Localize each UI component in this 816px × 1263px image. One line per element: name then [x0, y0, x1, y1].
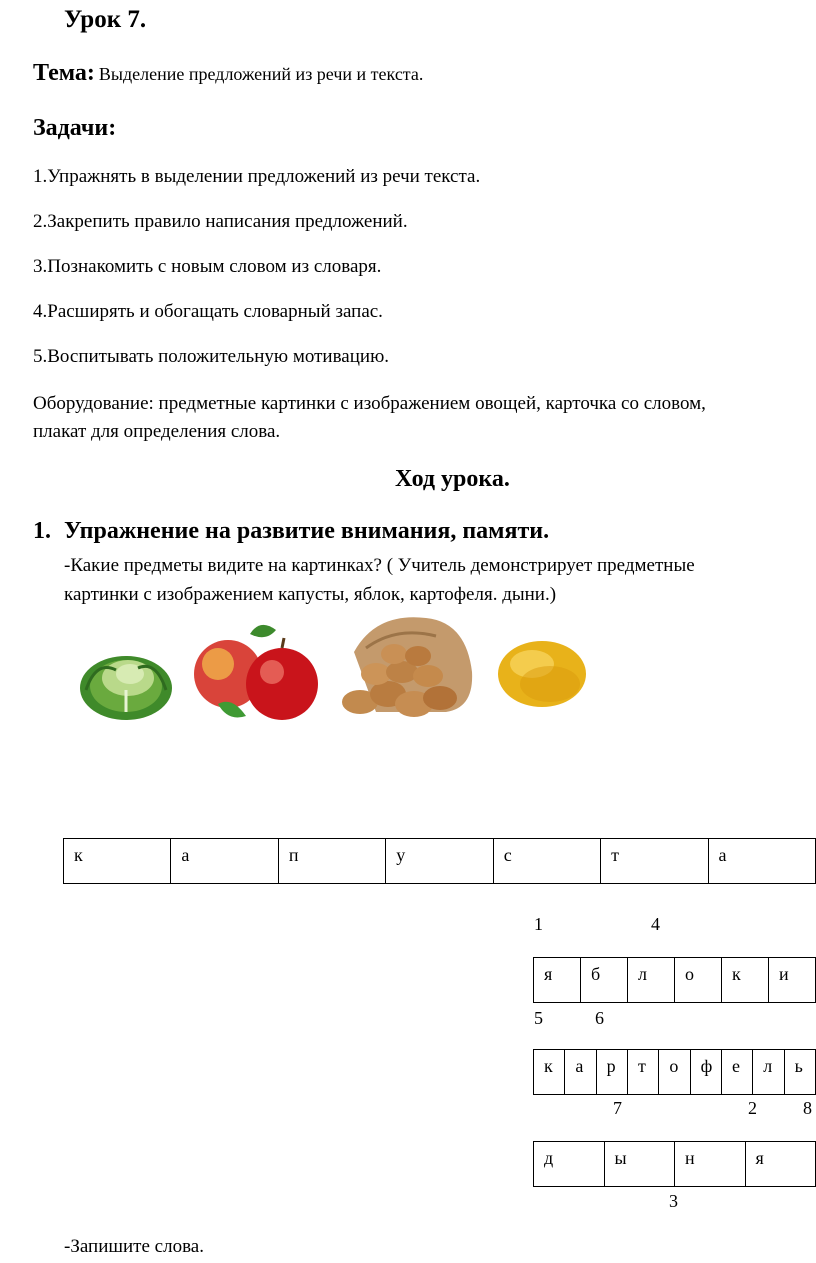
card-letter-cell: ф	[690, 1050, 721, 1095]
final-instruction: -Запишите слова.	[64, 1236, 204, 1257]
letter-number: 8	[803, 1098, 812, 1118]
task-item: 1.Упражнять в выделении предложений из речи текста.	[33, 166, 481, 187]
card-letter-cell: к	[534, 1050, 565, 1095]
card-letter-cell: е	[721, 1050, 752, 1095]
cabbage-picture	[76, 640, 176, 724]
card-letter-cell: л	[628, 958, 675, 1003]
card-letter-cell: н	[675, 1142, 746, 1187]
apples-word-card	[533, 957, 816, 1003]
card-letter-cell: и	[769, 958, 816, 1003]
exercise-question-line-1: -Какие предметы видите на картинках? ( Учитель демонстрирует предметные	[64, 555, 695, 576]
card-letter-cell: о	[675, 958, 722, 1003]
card-letter-cell: л	[753, 1050, 784, 1095]
card-letter-cell: с	[493, 839, 600, 884]
card-letter-cell: к	[64, 839, 171, 884]
card-letter-cell: т	[601, 839, 708, 884]
card-letter-cell: а	[565, 1050, 596, 1095]
letter-number: 6	[595, 1008, 604, 1028]
equipment-line-1: Оборудование: предметные картинки с изображением овощей, карточка со словом,	[33, 393, 706, 414]
card-letter-cell: у	[386, 839, 493, 884]
cabbage-word-card	[63, 838, 816, 884]
letter-number: 2	[748, 1098, 757, 1118]
topic-label: Тема:	[33, 60, 95, 86]
letter-number: 5	[534, 1008, 543, 1028]
card-letter-cell: а	[708, 839, 815, 884]
card-letter-cell: к	[722, 958, 769, 1003]
task-item: 4.Расширять и обогащать словарный запас.	[33, 301, 383, 322]
card-letter-cell: ы	[604, 1142, 675, 1187]
letter-number: 1	[534, 914, 543, 934]
exercise-title: Упражнение на развитие внимания, памяти.	[64, 518, 550, 544]
card-letter-cell: д	[534, 1142, 605, 1187]
letter-number: 4	[651, 914, 660, 934]
equipment-line-2: плакат для определения слова.	[33, 421, 281, 442]
card-letter-cell: б	[581, 958, 628, 1003]
letter-number: 7	[613, 1098, 622, 1118]
card-letter-cell: п	[278, 839, 385, 884]
card-letter-cell: р	[596, 1050, 627, 1095]
exercise-number: 1.	[33, 518, 51, 544]
card-letter-cell: т	[627, 1050, 658, 1095]
task-item: 5.Воспитывать положительную мотивацию.	[33, 346, 390, 367]
task-item: 2.Закрепить правило написания предложений.	[33, 211, 408, 232]
course-heading: Ход урока.	[395, 466, 510, 492]
potatoes-picture	[336, 612, 476, 724]
card-letter-cell: я	[745, 1142, 816, 1187]
exercise-question-line-2: картинки с изображением капусты, яблок, картофеля. дыни.)	[64, 584, 557, 605]
melon-picture	[494, 636, 590, 710]
apples-picture	[188, 618, 328, 724]
card-letter-cell: о	[659, 1050, 690, 1095]
task-item: 3.Познакомить с новым словом из словаря.	[33, 256, 382, 277]
potato-word-card	[533, 1049, 816, 1095]
card-letter-cell: ь	[784, 1050, 815, 1095]
melon-word-card	[533, 1141, 816, 1187]
lesson-title: Урок 7.	[64, 6, 147, 33]
tasks-heading: Задачи:	[33, 115, 117, 141]
letter-number: 3	[669, 1191, 678, 1211]
topic-text: Выделение предложений из речи и текста.	[98, 64, 424, 84]
card-letter-cell: я	[534, 958, 581, 1003]
card-letter-cell: а	[171, 839, 278, 884]
topic-line	[33, 60, 423, 87]
